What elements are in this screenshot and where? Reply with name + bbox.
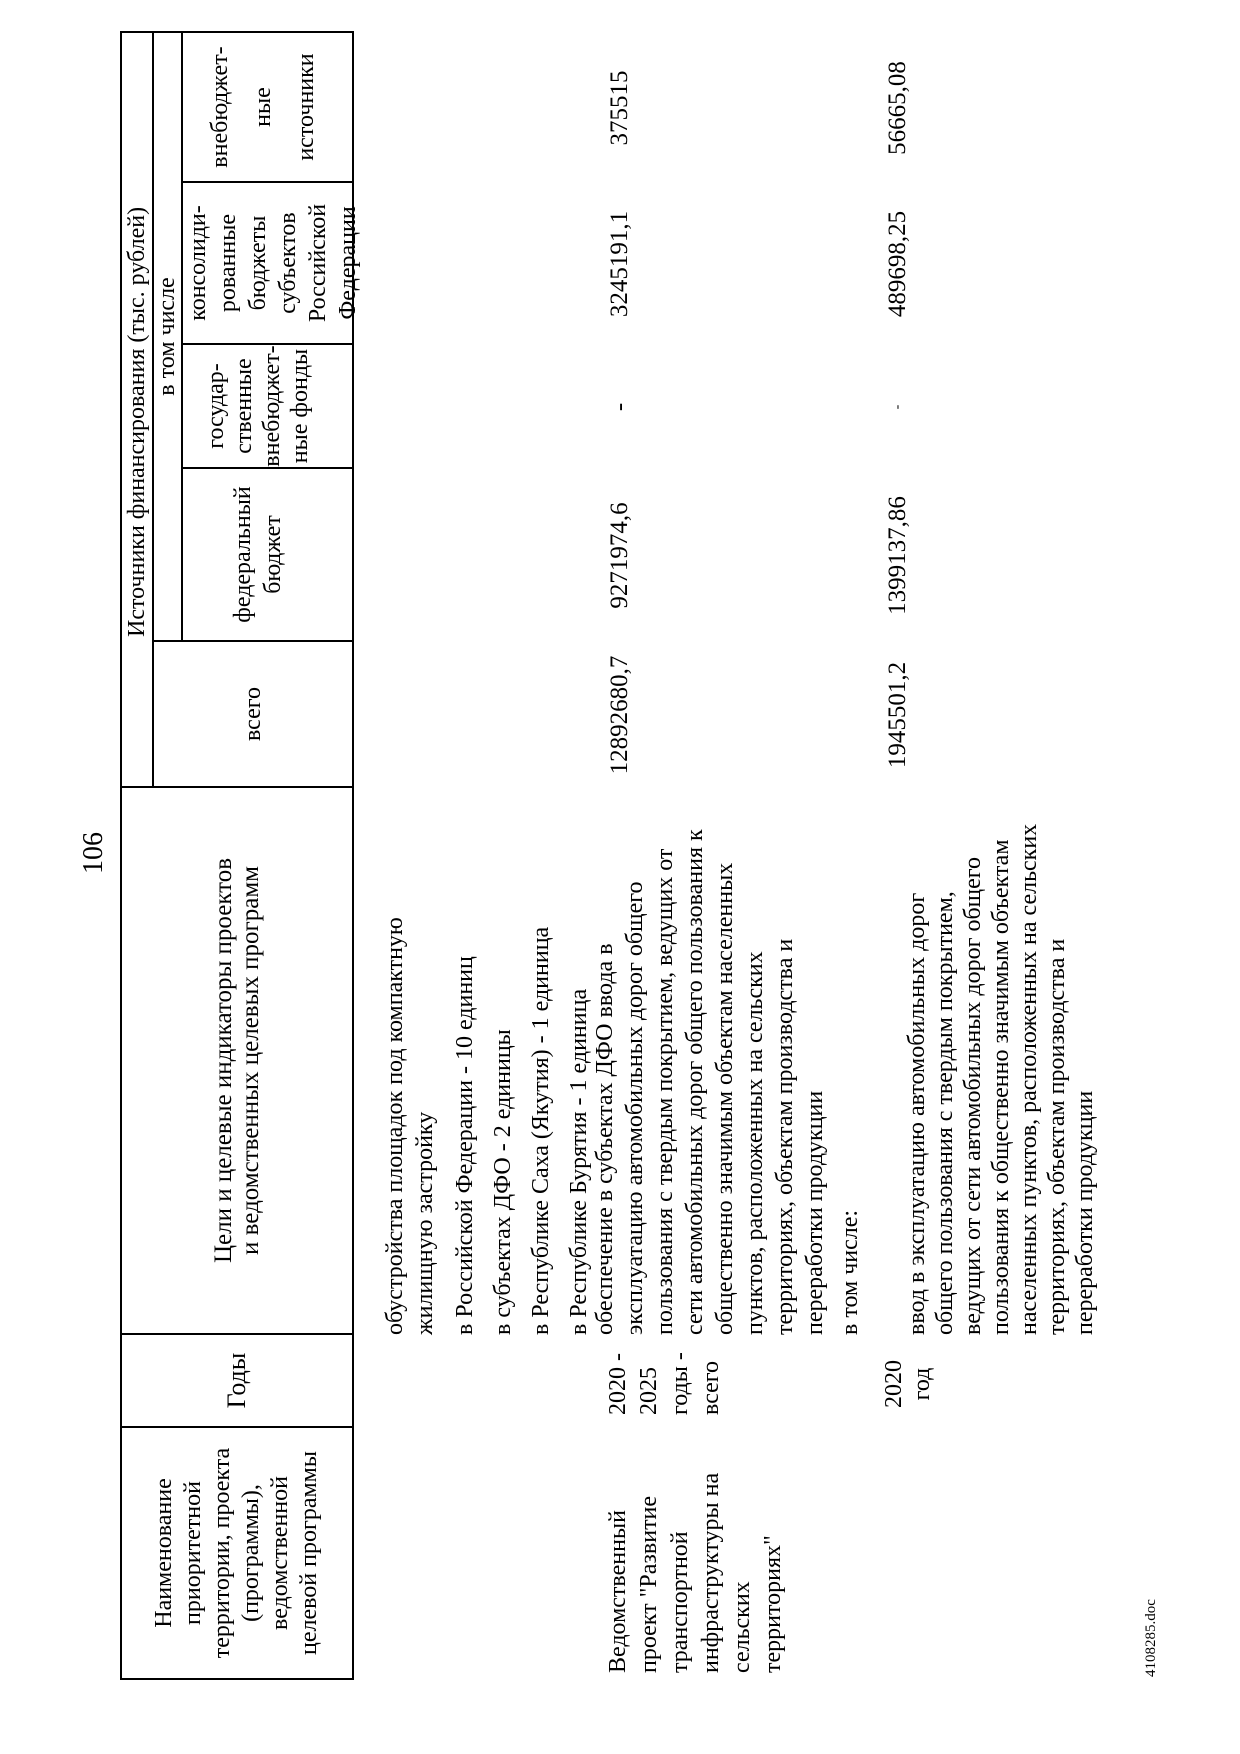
text-line: источники: [292, 53, 319, 161]
text-line: целевой программы: [296, 1451, 322, 1655]
text-line: консолиди-: [185, 205, 211, 321]
text-line: Российской: [305, 203, 331, 323]
text-line: населенных пунктов, расположенных на сельских: [1016, 823, 1042, 1335]
footer-filename: 4108285.doc: [1143, 1599, 1159, 1677]
text-line: 2020: [881, 1360, 907, 1408]
text-line: бюджет: [260, 515, 286, 594]
continued-goal-text: [380, 917, 440, 1335]
text-line: проект "Развитие: [636, 1495, 662, 1673]
text-line: Наименование: [151, 1478, 177, 1628]
text-line: приоритетной: [180, 1481, 206, 1625]
text-line: год: [909, 1367, 935, 1401]
row-extrabudget: 375515: [606, 70, 633, 146]
project-name: [603, 1473, 789, 1673]
text-line: внебюджет-: [259, 345, 285, 467]
page-number: 106: [78, 832, 109, 874]
row-years: [603, 1352, 727, 1415]
text-line: 2025: [636, 1367, 662, 1415]
header-including: в том числе: [153, 277, 180, 396]
table-left-border: [120, 1678, 354, 1680]
text-line: территориях, объектам производства и: [1044, 938, 1070, 1335]
text-line: обустройства площадок под компактную: [382, 917, 408, 1335]
text-line: сети автомобильных дорог общего пользования к: [682, 829, 708, 1335]
header-goals-column: [122, 788, 352, 1333]
row-goal: [590, 829, 830, 1335]
text-line: в Республике Бурятия - 1 единица: [566, 988, 592, 1335]
text-line: в Российской Федерации - 10 единиц: [452, 956, 478, 1335]
text-line: Ведомственный: [605, 1510, 631, 1673]
text-line: (программы),: [238, 1484, 264, 1622]
continued-goal-items: [446, 927, 598, 1335]
text-line: сельских: [729, 1581, 755, 1673]
text-line: в Республике Саха (Якутия) - 1 единица: [528, 926, 554, 1335]
row-federal: 1399137,86: [884, 496, 911, 615]
text-line: переработки продукции: [1072, 1090, 1098, 1335]
row-federal: 9271974,6: [606, 502, 633, 609]
text-line: общего пользования с твердым покрытием,: [932, 891, 958, 1335]
row-state-funds: -: [606, 402, 633, 412]
including-label: в том числе:: [837, 1209, 863, 1335]
text-line: в субъектах ДФО - 2 единицы: [490, 1029, 516, 1335]
text-line: инфраструктуры на: [698, 1472, 724, 1673]
header-name-column: [122, 1428, 352, 1678]
text-line: ведомственной: [267, 1476, 293, 1630]
text-line: общественно значимым объектам населенных: [712, 862, 738, 1335]
text-line: федеральный: [230, 486, 256, 623]
text-line: годы -: [667, 1352, 693, 1415]
row-regional: 489698,25: [884, 210, 911, 318]
text-line: транспортной: [667, 1531, 693, 1673]
text-line: жилищную застройку: [412, 1111, 438, 1335]
text-line: Федерации: [335, 206, 361, 320]
text-line: эксплуатацию автомобильных дорог общего: [622, 881, 648, 1335]
text-line: ввод в эксплуатацию автомобильных дорог: [904, 892, 930, 1335]
text-line: переработки продукции: [802, 1090, 828, 1335]
text-line: пользования с твердым покрытием, ведущих от: [652, 848, 678, 1335]
header-federal-budget: [183, 469, 333, 640]
text-line: пользования к общественно значимым объектам: [988, 839, 1014, 1335]
header-funding-sources: Источники финансирования (тыс. рублей): [124, 206, 150, 637]
text-line: 2020 -: [605, 1353, 631, 1415]
text-line: территориях, объектам производства и: [772, 938, 798, 1335]
row-total: 1945501,2: [884, 661, 911, 769]
row-state-funds: -: [890, 404, 905, 410]
text-line: ные фонды: [287, 348, 313, 464]
text-line: ственные: [231, 358, 257, 454]
row-total: 12892680,7: [606, 655, 633, 775]
header-years-column: Годы: [222, 1352, 251, 1409]
text-line: обеспечение в субъектах ДФО ввода в: [592, 943, 618, 1335]
row-regional: 3245191,1: [606, 210, 633, 318]
text-line: Цели и целевые индикаторы проектов: [210, 857, 237, 1264]
text-line: государ-: [203, 363, 229, 449]
row-extrabudget: 56665,08: [884, 61, 911, 155]
text-line: территориях": [760, 1535, 786, 1673]
text-line: всего: [698, 1360, 724, 1415]
row-goal: [903, 824, 1099, 1335]
text-line: бюджеты: [245, 215, 271, 311]
text-line: субъектов: [275, 212, 301, 314]
header-state-funds: [183, 345, 333, 467]
text-line: внебюджет-: [206, 46, 233, 168]
header-extrabudget: [183, 33, 343, 181]
row-years: [880, 1349, 936, 1419]
text-line: рованные: [215, 213, 241, 313]
text-line: ведущих от сети автомобильных дорог общего: [960, 856, 986, 1335]
header-regional-budgets: [183, 183, 363, 343]
text-line: ные: [249, 87, 276, 127]
header-total: всего: [239, 686, 266, 742]
text-line: пунктов, расположенных на сельских: [742, 951, 768, 1335]
text-line: и ведомственных целевых программ: [237, 866, 264, 1255]
text-line: территории, проекта: [209, 1447, 235, 1659]
